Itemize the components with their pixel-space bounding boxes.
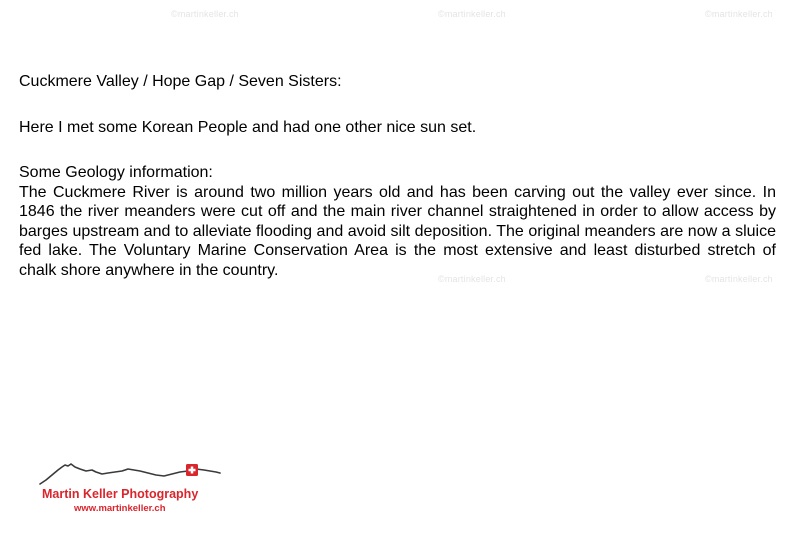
spacer <box>19 137 776 163</box>
mountain-silhouette-icon <box>38 458 223 488</box>
document-body <box>19 72 776 280</box>
spacer <box>19 92 776 118</box>
photographer-logo <box>38 458 223 518</box>
geology-text: The Cuckmere River is around two million years old and has been carving out the valley ever since. In 1846 the river meanders were cut off and the main river channel straightened in order to allow access by barges upstream and to alleviate flooding and avoid silt deposition. The original meanders are now a sluice fed lake. The Voluntary Marine Conservation Area is the most extensive and least disturbed stretch of chalk shore anywhere in the country. <box>19 183 776 279</box>
watermark: ©martinkeller.ch <box>705 274 773 284</box>
logo-name: Martin Keller Photography <box>42 487 199 501</box>
geology-heading: Some Geology information: <box>19 164 213 181</box>
watermark: ©martinkeller.ch <box>171 9 239 19</box>
intro-text: Here I met some Korean People and had one other nice sun set. <box>19 118 477 136</box>
watermark: ©martinkeller.ch <box>438 9 506 19</box>
swiss-flag-icon <box>186 464 198 476</box>
watermark: ©martinkeller.ch <box>705 9 773 19</box>
watermark: ©martinkeller.ch <box>438 274 506 284</box>
document-title: Cuckmere Valley / Hope Gap / Seven Sisters: <box>19 73 342 90</box>
logo-url: www.martinkeller.ch <box>74 503 166 514</box>
